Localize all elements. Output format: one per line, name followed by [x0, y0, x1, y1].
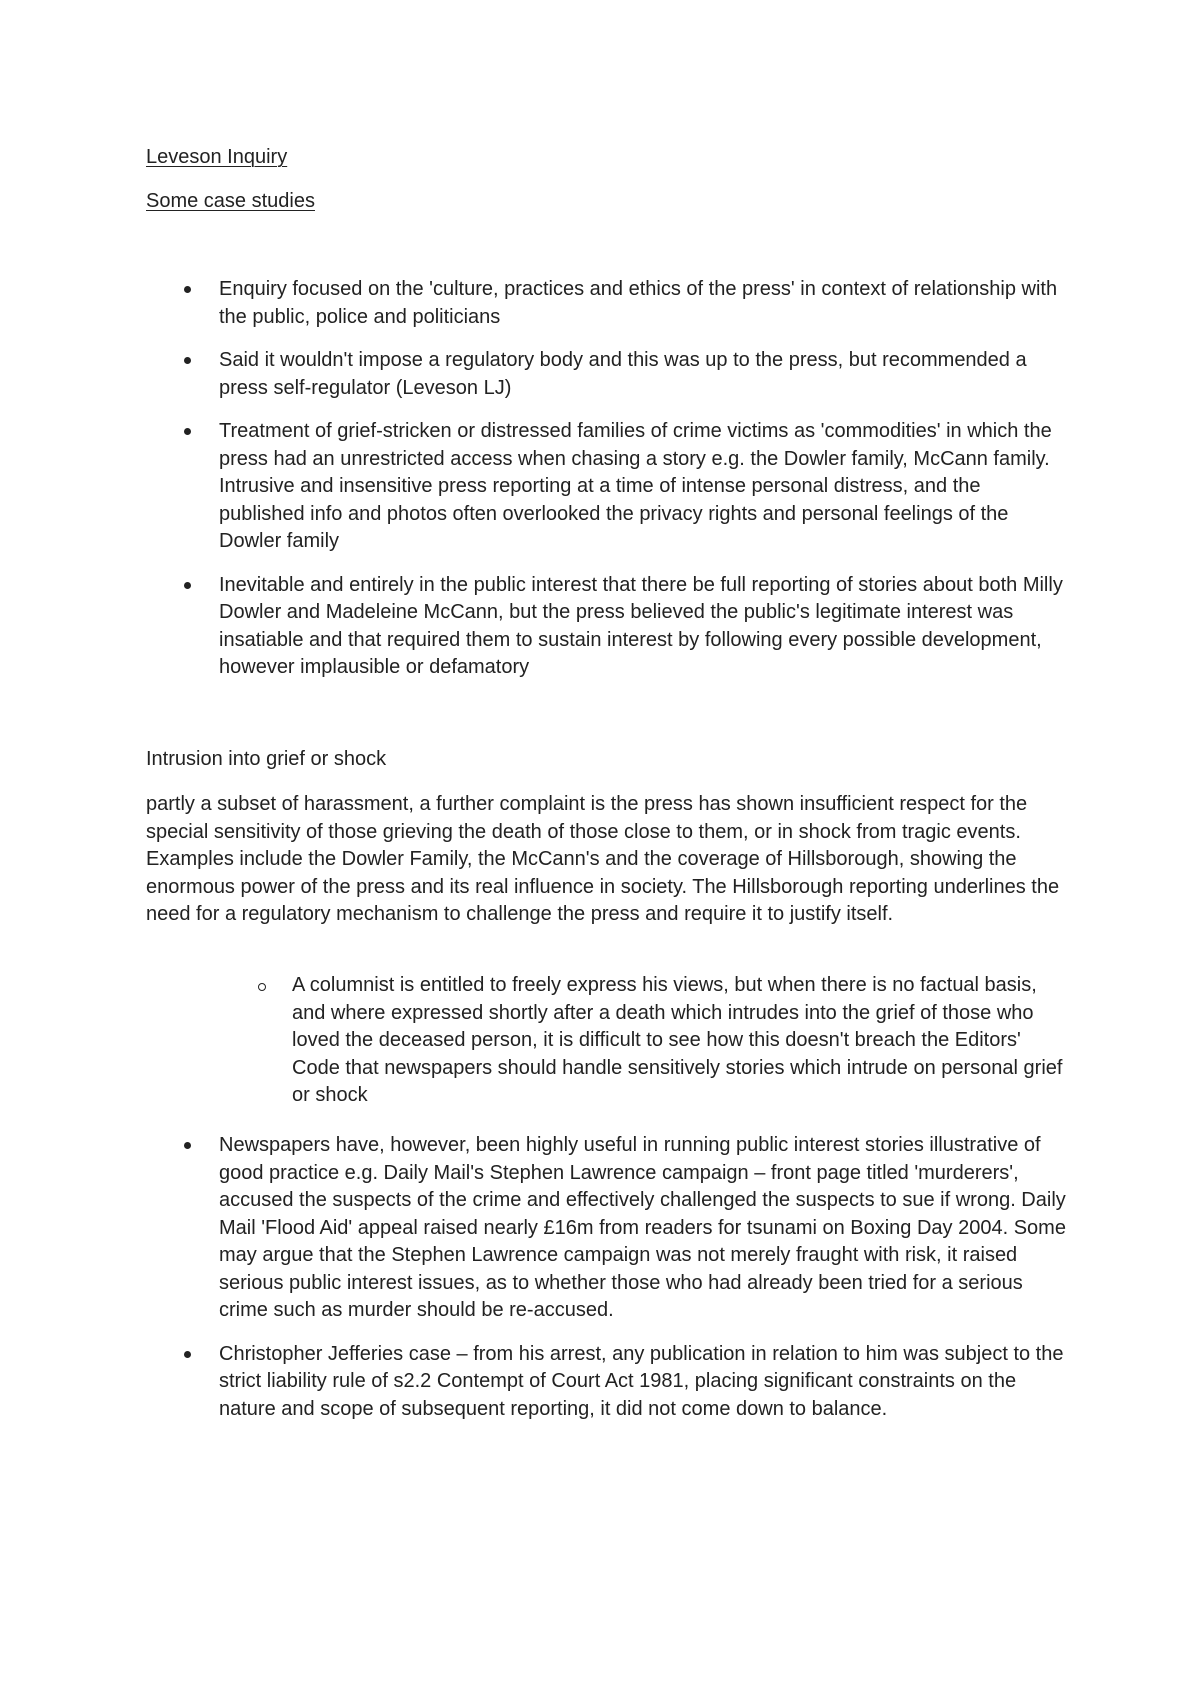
bullet-icon: [184, 582, 191, 589]
bullet-list: [146, 276, 1066, 698]
list-item: [146, 572, 1066, 682]
list-item: [146, 972, 1066, 1110]
bullet-icon: [184, 1351, 191, 1358]
list-item: [146, 347, 1066, 402]
list-item-text: Newspapers have, however, been highly useful in running public interest stories illustrative of good practice e.g. Daily Mail's Stephen Lawrence campaign – front page titled 'murderers', accused the suspects of the crime and effectively challenged the suspects to sue if wrong. Daily Mail 'Flood Aid' appeal raised nearly £16m from readers for tsunami on Boxing Day 2004. Some may argue that the Stephen Lawrence campaign was not merely fraught with risk, it raised serious public interest issues, as to whether those who had already been tried for a serious crime such as murder should be re-accused.: [219, 1134, 1066, 1321]
list-item: [146, 276, 1066, 331]
list-item-text: Enquiry focused on the 'culture, practices and ethics of the press' in context of relationship with the public, police and politicians: [219, 278, 1058, 328]
bullet-icon: [184, 428, 191, 435]
body-paragraph: partly a subset of harassment, a further complaint is the press has shown insufficient respect for the special sensitivity of those grieving the death of those close to them, or in shock from tragic events. Examples include the Dowler Family, the McCann's and the coverage of Hillsborough, showing the enormous power of the press and its real influence in society. The Hillsborough reporting underlines the need for a regulatory mechanism to challenge the press and require it to justify itself.: [146, 793, 1060, 925]
list-item-text: A columnist is entitled to freely express his views, but when there is no factual basis, and where expressed shortly after a death which intrudes into the grief of those who loved the deceased person, it is difficult to see how this doesn't breach the Editors' Code that newspapers should handle sensitively stories which intrude on personal grief or shock: [292, 974, 1063, 1106]
list-item-text: Said it wouldn't impose a regulatory body and this was up to the press, but recommended a press self-regulator (Leveson LJ): [219, 349, 1027, 399]
bullet-icon: [184, 357, 191, 364]
list-item-text: Christopher Jefferies case – from his arrest, any publication in relation to him was subject to the strict liability rule of s2.2 Contempt of Court Act 1981, placing significant constraints on the nature and scope of subsequent reporting, it did not come down to balance.: [219, 1342, 1064, 1420]
list-item-text: Treatment of grief-stricken or distressed families of crime victims as 'commodities' in which the press had an unrestricted access when chasing a story e.g. the Dowler family, McCann family. Intrusive and insensitive press reporting at a time of intense personal distress, and the published info and photos often overlooked the privacy rights and personal feelings of the Dowler family: [219, 420, 1052, 552]
bullet-list-2: [146, 1132, 1066, 1439]
list-item-text: Inevitable and entirely in the public interest that there be full reporting of stories about both Milly Dowler and Madeleine McCann, but the press believed the public's legitimate interest was insatiable and that required them to sustain interest by following every possible development, however implausible or defamatory: [219, 573, 1063, 678]
list-item: [146, 1341, 1066, 1424]
document-title: Leveson Inquiry: [146, 146, 288, 168]
bullet-icon: [184, 286, 191, 293]
hollow-bullet-icon: [258, 983, 266, 991]
section-heading: Intrusion into grief or shock: [146, 748, 387, 770]
list-item: [146, 418, 1066, 556]
document-subtitle: Some case studies: [146, 190, 315, 212]
bullet-icon: [184, 1142, 191, 1149]
list-item: [146, 1132, 1066, 1325]
sub-bullet-list: [146, 972, 1066, 1110]
